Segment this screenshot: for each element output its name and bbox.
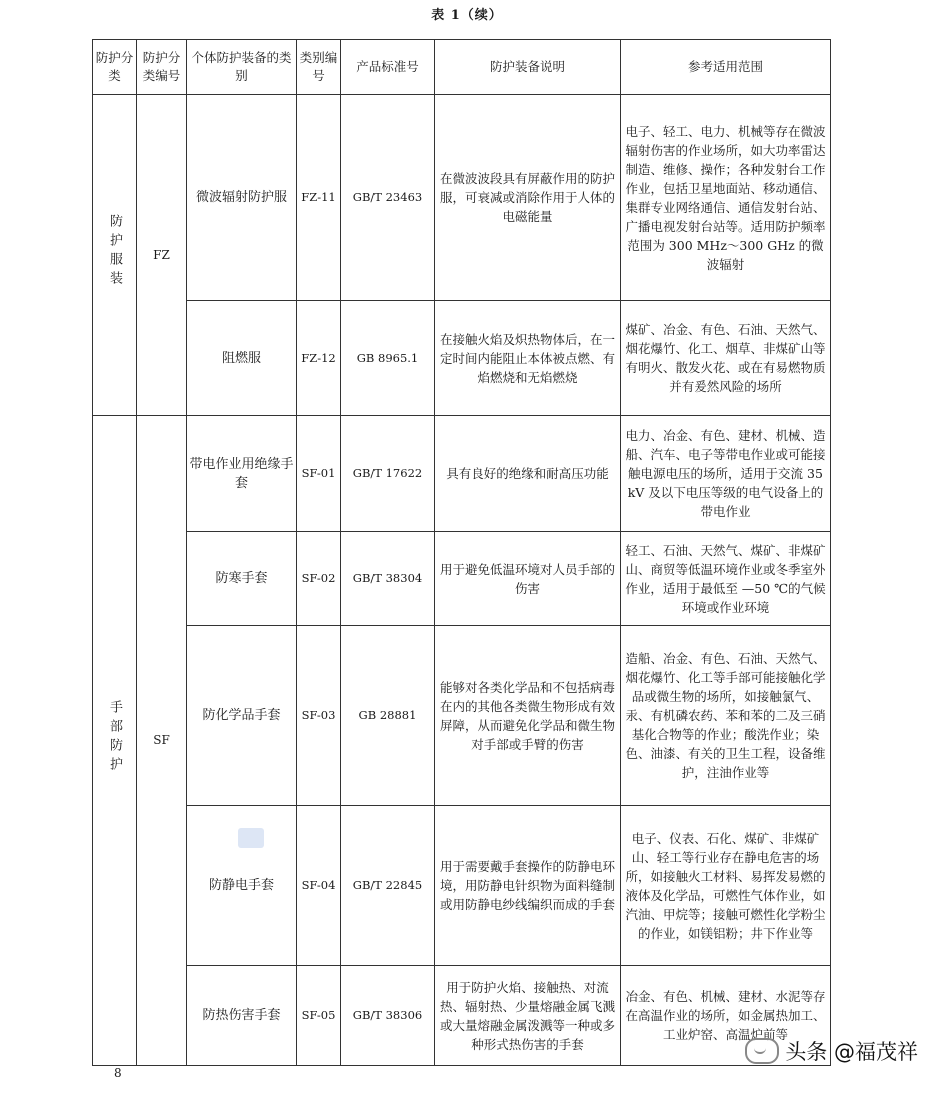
header-row xyxy=(93,40,831,95)
wechat-icon xyxy=(745,1038,779,1064)
scope: 造船、冶金、有色、石油、天然气、烟花爆竹、化工等手部可能接触化学品或微生物的场所，如接触氯气、汞、有机磷农药、苯和苯的二及三硝基化合物等的作业；酸洗作业；染色、油漆、有关的卫生工程，设备维护，注油作业等 xyxy=(621,626,831,806)
standard-number: GB/T 23463 xyxy=(341,95,435,301)
group-category: 防护服装 xyxy=(93,95,137,416)
scope: 轻工、石油、天然气、煤矿、非煤矿山、商贸等低温环境作业或冬季室外作业，适用于最低至 —50 ℃的气候环境或作业环境 xyxy=(621,532,831,626)
scope: 煤矿、冶金、有色、石油、天然气、烟花爆竹、化工、烟草、非煤矿山等有明火、散发火花、或在有易燃物质并有爰然风险的场所 xyxy=(621,301,831,416)
group-category: 手部防护 xyxy=(93,416,137,1066)
table-row xyxy=(93,626,831,806)
description: 在接触火焰及炽热物体后，在一定时间内能阻止本体被点燃、有焰燃烧和无焰燃烧 xyxy=(435,301,621,416)
equipment-name: 微波辐射防护服 xyxy=(187,95,297,301)
description: 用于避免低温环境对人员手部的伤害 xyxy=(435,532,621,626)
type-code: SF-03 xyxy=(297,626,341,806)
standard-number: GB/T 22845 xyxy=(341,806,435,966)
standard-number: GB/T 38306 xyxy=(341,966,435,1066)
ppe-table xyxy=(92,39,831,1066)
scope: 电子、仪表、石化、煤矿、非煤矿山、轻工等行业存在静电危害的场所，如接触火工材料、易挥发易燃的液体及化学品，可燃性气体作业，如汽油、甲烷等；接触可燃性化学粉尘的作业，如镁铝粉；井下作业等 xyxy=(621,806,831,966)
watermark-text: 头条 @福茂祥 xyxy=(785,1040,918,1064)
scope: 冶金、有色、机械、建材、水泥等存在高温作业的场所，如金属热加工、工业炉窑、高温炉前等 xyxy=(621,966,831,1066)
header-category: 防护分类 xyxy=(93,40,137,95)
watermark xyxy=(745,1036,918,1066)
type-code: FZ-12 xyxy=(297,301,341,416)
header-category-code: 防护分类编号 xyxy=(137,40,187,95)
standard-number: GB/T 38304 xyxy=(341,532,435,626)
group-code: FZ xyxy=(137,95,187,416)
table-caption: 表 1（续） xyxy=(431,8,503,23)
header-scope: 参考适用范围 xyxy=(621,40,831,95)
description: 具有良好的绝缘和耐高压功能 xyxy=(435,416,621,532)
description: 用于需要戴手套操作的防静电环境，用防静电针织物为面料缝制或用防静电纱线编织而成的手套 xyxy=(435,806,621,966)
description: 在微波波段具有屏蔽作用的防护服，可衰减或消除作用于人体的电磁能量 xyxy=(435,95,621,301)
type-code: FZ-11 xyxy=(297,95,341,301)
header-description: 防护装备说明 xyxy=(435,40,621,95)
table-row xyxy=(93,95,831,301)
table-row xyxy=(93,301,831,416)
standard-number: GB 8965.1 xyxy=(341,301,435,416)
table-row xyxy=(93,532,831,626)
page-number: 8 xyxy=(114,1066,122,1080)
description: 用于防护火焰、接触热、对流热、辐射热、少量熔融金属飞溅或大量熔融金属泼溅等一种或多种形式热伤害的手套 xyxy=(435,966,621,1066)
equipment-name: 防静电手套 xyxy=(187,806,297,966)
faint-logo-stamp xyxy=(238,828,264,848)
table-row xyxy=(93,416,831,532)
group-code: SF xyxy=(137,416,187,1066)
header-standard: 产品标准号 xyxy=(341,40,435,95)
header-equipment-type: 个体防护装备的类别 xyxy=(187,40,297,95)
table-row xyxy=(93,806,831,966)
equipment-name: 防化学品手套 xyxy=(187,626,297,806)
type-code: SF-05 xyxy=(297,966,341,1066)
standard-number: GB 28881 xyxy=(341,626,435,806)
equipment-name: 防寒手套 xyxy=(187,532,297,626)
header-type-code: 类别编号 xyxy=(297,40,341,95)
type-code: SF-04 xyxy=(297,806,341,966)
scope: 电子、轻工、电力、机械等存在微波辐射伤害的作业场所，如大功率雷达制造、维修、操作；各种发射台工作作业，包括卫星地面站、移动通信、集群专业网络通信、通信发射台站、广播电视发射台站等。适用防护频率范围为 300 MHz～300 GHz 的微波辐射 xyxy=(621,95,831,301)
table-row xyxy=(93,966,831,1066)
type-code: SF-02 xyxy=(297,532,341,626)
description: 能够对各类化学品和不包括病毒在内的其他各类微生物形成有效屏障，从而避免化学品和微生物对手部或手臂的伤害 xyxy=(435,626,621,806)
equipment-name: 阻燃服 xyxy=(187,301,297,416)
scope: 电力、冶金、有色、建材、机械、造船、汽车、电子等带电作业或可能接触电源电压的场所，适用于交流 35 kV 及以下电压等级的电气设备上的带电作业 xyxy=(621,416,831,532)
standard-number: GB/T 17622 xyxy=(341,416,435,532)
type-code: SF-01 xyxy=(297,416,341,532)
equipment-name: 带电作业用绝缘手套 xyxy=(187,416,297,532)
equipment-name: 防热伤害手套 xyxy=(187,966,297,1066)
